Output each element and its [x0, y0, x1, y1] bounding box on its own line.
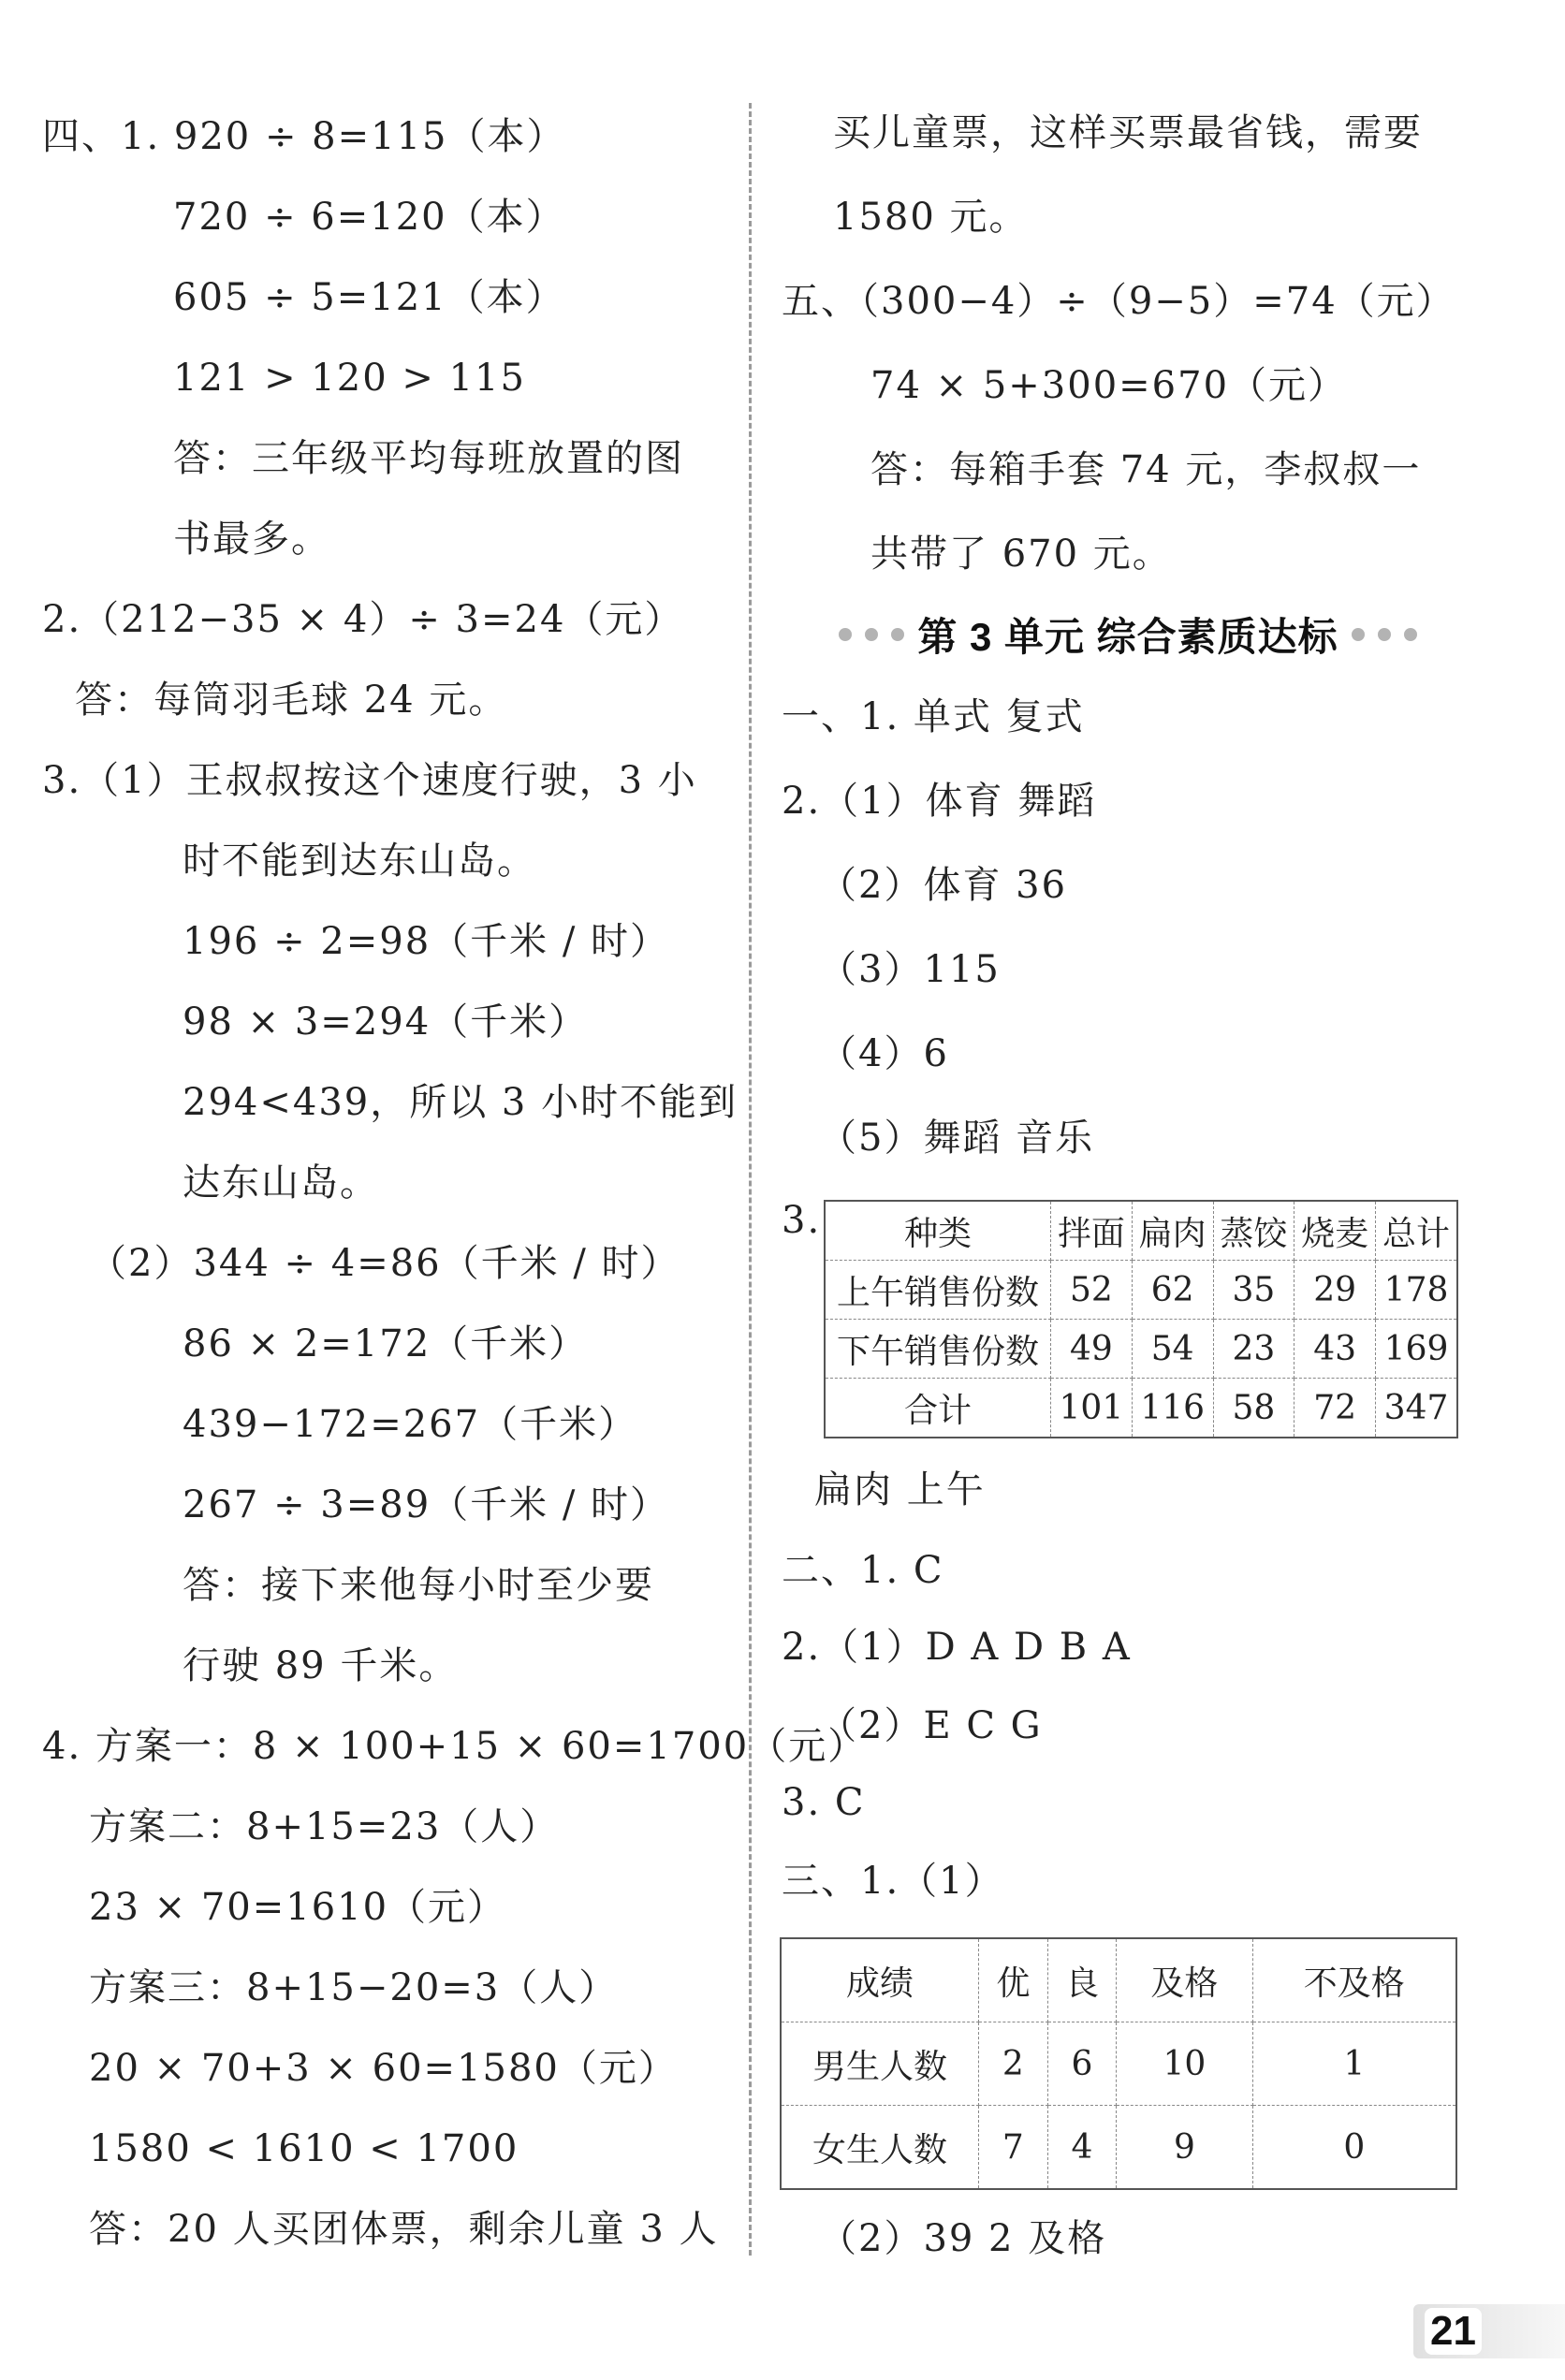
table-cell: 347 [1376, 1379, 1457, 1438]
table-row [825, 1201, 1457, 1261]
table-cell: 合计 [825, 1379, 1051, 1438]
answer-4-1-line3: 605 ÷ 5=121（本） [173, 276, 565, 319]
page-number-tab [1413, 2304, 1565, 2358]
answer-4-1-conclusion: 答：三年级平均每班放置的图 [173, 437, 684, 480]
table-cell: 下午销售份数 [825, 1320, 1051, 1379]
table-cell: 7 [979, 2106, 1048, 2190]
left-dots [839, 628, 904, 641]
table-row [825, 1379, 1457, 1438]
answer-4-4-total: 1580 元。 [833, 196, 1029, 239]
table-cell: 10 [1117, 2022, 1252, 2106]
table-cell: 0 [1252, 2106, 1456, 2190]
table-header-cell: 种类 [825, 1201, 1051, 1261]
answer-5-conclusion-cont: 共带了 670 元。 [870, 533, 1172, 576]
answer-5-conclusion: 答：每箱手套 74 元，李叔叔一 [870, 448, 1422, 491]
unit3-2-3: 3. C [782, 1781, 866, 1824]
table-cell: 178 [1376, 1261, 1457, 1320]
answer-4-3-2-line1: （2）344 ÷ 4=86（千米 / 时） [89, 1242, 680, 1285]
answer-4-3-2-line4: 267 ÷ 3=89（千米 / 时） [183, 1483, 670, 1526]
answer-4-1-line2: 720 ÷ 6=120（本） [173, 196, 565, 239]
answer-4-1-line1: 四、1. 920 ÷ 8=115（本） [42, 115, 566, 158]
table-header-cell: 良 [1047, 1938, 1117, 2022]
table-cell: 101 [1051, 1379, 1133, 1438]
table-header-cell: 拌面 [1051, 1201, 1133, 1261]
table-cell: 4 [1047, 2106, 1117, 2190]
answer-4-4-plan2: 方案二：8+15=23（人） [89, 1805, 560, 1848]
answer-4-3-2-conclusion-cont: 行驶 89 千米。 [183, 1644, 459, 1687]
table-cell: 29 [1294, 1261, 1376, 1320]
answer-4-1-line4: 121 > 120 > 115 [173, 357, 526, 400]
answer-4-4-plan2-cost: 23 × 70=1610（元） [89, 1886, 507, 1929]
table-cell: 54 [1132, 1320, 1213, 1379]
table-row [781, 2106, 1456, 2190]
table-header-cell: 烧麦 [1294, 1201, 1376, 1261]
unit3-2-2-2: （2）E C G [819, 1704, 1043, 1747]
unit3-1-1: 一、1. 单式 复式 [782, 695, 1085, 738]
unit3-1-3-answer: 扁肉 上午 [814, 1468, 986, 1511]
unit3-2-1: 二、1. C [782, 1549, 944, 1592]
unit3-1-2-2: （2）体育 36 [819, 864, 1068, 907]
table-header-cell: 总计 [1376, 1201, 1457, 1261]
table-row [825, 1261, 1457, 1320]
answer-5-calc1: 五、（300−4）÷（9−5）=74（元） [782, 280, 1455, 323]
answer-4-1-conclusion-cont: 书最多。 [173, 518, 330, 561]
answer-4-3-1-line5: 294<439，所以 3 小时不能到 [183, 1081, 739, 1124]
answer-4-2-calc: 2.（212−35 × 4）÷ 3=24（元） [42, 598, 684, 641]
table-cell: 116 [1132, 1379, 1213, 1438]
unit3-2-2-1: 2.（1）D A D B A [782, 1626, 1132, 1669]
table-header-cell: 不及格 [1252, 1938, 1456, 2022]
answer-4-4-plan3-cost: 20 × 70+3 × 60=1580（元） [89, 2047, 678, 2090]
right-dots [1352, 628, 1417, 641]
unit3-1-2-4: （4）6 [819, 1032, 949, 1075]
table-row [825, 1320, 1457, 1379]
table-header-cell: 扁肉 [1132, 1201, 1213, 1261]
table-header-cell: 蒸饺 [1213, 1201, 1294, 1261]
answer-4-3-2-conclusion: 答：接下来他每小时至少要 [183, 1564, 654, 1607]
answer-4-3-2-line2: 86 × 2=172（千米） [183, 1322, 589, 1365]
answer-5-calc2: 74 × 5+300=670（元） [870, 364, 1348, 407]
table-cell: 43 [1294, 1320, 1376, 1379]
answer-4-3-2-line3: 439−172=267（千米） [183, 1403, 638, 1446]
table-cell: 上午销售份数 [825, 1261, 1051, 1320]
grades-table [780, 1937, 1457, 2190]
page-number: 21 [1425, 2308, 1482, 2355]
answer-4-2-conclusion: 答：每筒羽毛球 24 元。 [75, 679, 508, 722]
table-header-cell: 及格 [1117, 1938, 1252, 2022]
unit3-1-2-3: （3）115 [819, 948, 1001, 991]
answer-4-3-1-line6: 达东山岛。 [183, 1161, 379, 1205]
table-cell: 52 [1051, 1261, 1133, 1320]
table-cell: 72 [1294, 1379, 1376, 1438]
table-cell: 9 [1117, 2106, 1252, 2190]
table-cell: 男生人数 [781, 2022, 979, 2106]
table-cell: 2 [979, 2022, 1048, 2106]
sales-table [824, 1200, 1458, 1438]
answer-4-4-conclusion-cont: 买儿童票，这样买票最省钱，需要 [833, 111, 1423, 154]
answer-4-3-1-line3: 196 ÷ 2=98（千米 / 时） [183, 920, 670, 963]
table-cell: 35 [1213, 1261, 1294, 1320]
answer-4-4-compare: 1580 < 1610 < 1700 [89, 2127, 519, 2170]
unit3-1-2-5: （5）舞蹈 音乐 [819, 1117, 1095, 1160]
table-header-cell: 优 [979, 1938, 1048, 2022]
unit3-1-2-1: 2.（1）体育 舞蹈 [782, 780, 1097, 823]
answer-4-3-1-line1: 3.（1）王叔叔按这个速度行驶，3 小 [42, 759, 697, 802]
column-divider [749, 103, 752, 2256]
table-cell: 女生人数 [781, 2106, 979, 2190]
table-cell: 58 [1213, 1379, 1294, 1438]
table-row [781, 2022, 1456, 2106]
table-cell: 6 [1047, 2022, 1117, 2106]
answer-4-4-conclusion: 答：20 人买团体票，剩余儿童 3 人 [89, 2208, 719, 2251]
table-cell: 23 [1213, 1320, 1294, 1379]
section-title: 第 3 单元 综合素质达标 [917, 615, 1338, 659]
section-header [791, 606, 1465, 663]
table-cell: 169 [1376, 1320, 1457, 1379]
answer-4-3-1-line2: 时不能到达东山岛。 [183, 840, 536, 883]
table-header-cell: 成绩 [781, 1938, 979, 2022]
answer-4-3-1-line4: 98 × 3=294（千米） [183, 1000, 589, 1044]
answer-4-4-plan3: 方案三：8+15−20=3（人） [89, 1966, 619, 2009]
unit3-3-1-2: （2）39 2 及格 [819, 2217, 1107, 2260]
answer-4-4-plan1: 4. 方案一：8 × 100+15 × 60=1700（元） [42, 1725, 868, 1768]
table-row [781, 1938, 1456, 2022]
table-cell: 1 [1252, 2022, 1456, 2106]
table-cell: 49 [1051, 1320, 1133, 1379]
table-cell: 62 [1132, 1261, 1213, 1320]
unit3-3-1-label: 三、1.（1） [782, 1860, 1004, 1903]
unit3-1-3-label: 3. [782, 1199, 822, 1242]
